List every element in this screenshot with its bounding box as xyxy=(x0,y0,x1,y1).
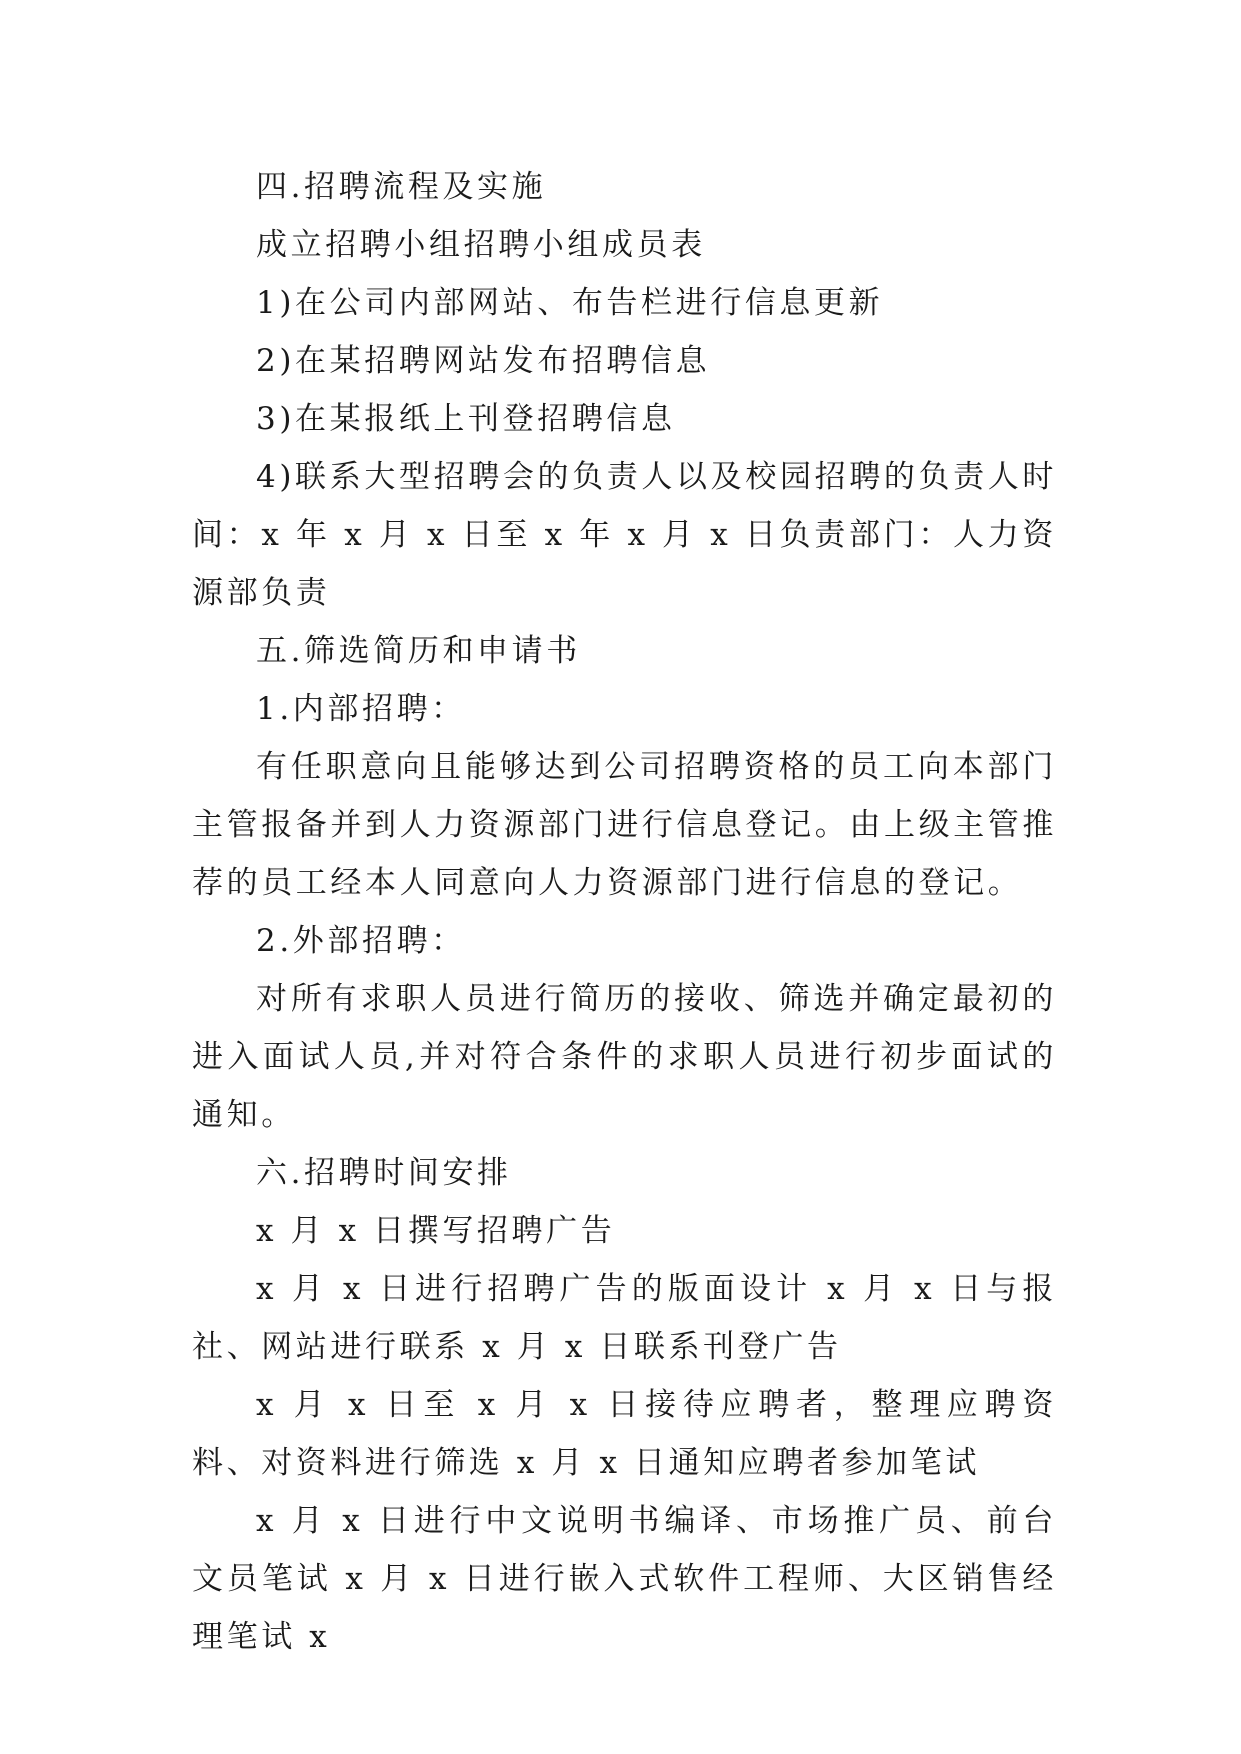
list-item-newspaper: 3)在某报纸上刊登招聘信息 xyxy=(256,401,676,437)
list-item-internal-website: 1)在公司内部网站、布告栏进行信息更新 xyxy=(256,285,884,321)
list-item-job-fair-contact: 4)联系大型招聘会的负责人以及校园招聘的负责人时间：x 年 x 月 x 日至 x 年 x 月 x 日负责部门：人力资源部负责 xyxy=(192,459,1057,611)
schedule-item-write-ad: x 月 x 日撰写招聘广告 xyxy=(256,1213,616,1249)
section-heading-recruitment-process: 四.招聘流程及实施 xyxy=(256,169,547,205)
schedule-item-ad-design: x 月 x 日进行招聘广告的版面设计 x 月 x 日与报社、网站进行联系 x 月 x 日联系刊登广告 xyxy=(192,1271,1057,1365)
schedule-item-receive-applicants: x 月 x 日至 x 月 x 日接待应聘者，整理应聘资料、对资料进行筛选 x 月 x 日通知应聘者参加笔试 xyxy=(192,1387,1057,1481)
paragraph-recruitment-team: 成立招聘小组招聘小组成员表 xyxy=(256,227,706,263)
paragraph-external-recruitment: 对所有求职人员进行简历的接收、筛选并确定最初的进入面试人员,并对符合条件的求职人员进行初步面试的通知。 xyxy=(192,981,1057,1133)
section-heading-screen-resumes: 五.筛选简历和申请书 xyxy=(256,633,581,669)
subheading-external-recruitment: 2.外部招聘： xyxy=(256,923,466,959)
list-item-recruitment-website: 2)在某招聘网站发布招聘信息 xyxy=(256,343,711,379)
section-heading-schedule: 六.招聘时间安排 xyxy=(256,1155,512,1191)
subheading-internal-recruitment: 1.内部招聘： xyxy=(256,691,466,727)
document-body xyxy=(192,158,1057,1666)
paragraph-internal-recruitment: 有任职意向且能够达到公司招聘资格的员工向本部门主管报备并到人力资源部门进行信息登记。由上级主管推荐的员工经本人同意向人力资源部门进行信息的登记。 xyxy=(192,749,1057,901)
schedule-item-written-tests: x 月 x 日进行中文说明书编译、市场推广员、前台文员笔试 x 月 x 日进行嵌入式软件工程师、大区销售经理笔试 x xyxy=(192,1503,1057,1655)
